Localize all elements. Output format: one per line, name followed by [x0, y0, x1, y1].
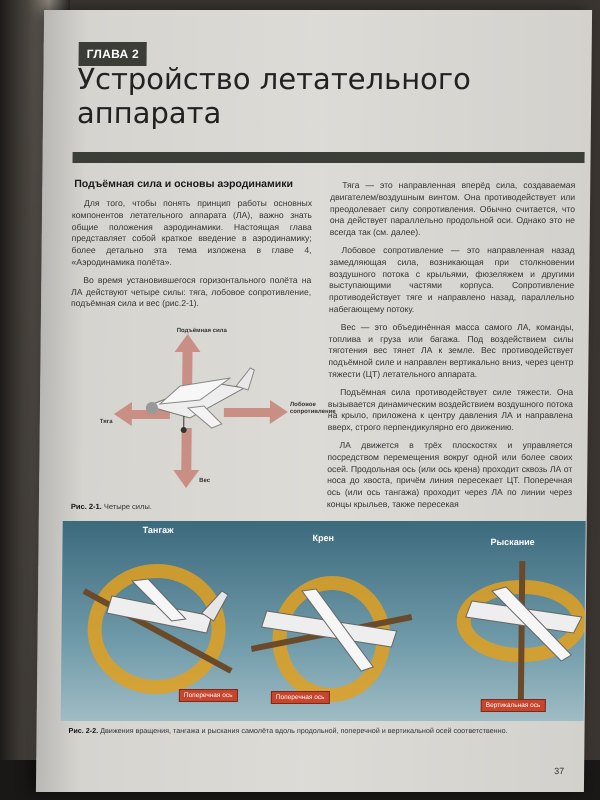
axis-label-roll: Поперечная ось [271, 691, 330, 704]
paragraph: Вес — это объединённая масса самого ЛА, команды, топлива и груза или багажа. Под воздействием силы тяготения вес тянет ЛА к земле. Вес противодействует подъёмной силе и направлен вертикально вниз, через центр тяжести (ЦТ) летательного аппарата. [328, 321, 574, 379]
left-column [71, 198, 312, 316]
label-weight: Вес [199, 478, 211, 484]
four-forces-illustration [99, 328, 321, 498]
paragraph: ЛА движется в трёх плоскостях и управляется посредством перемещения вокруг одной или более своих осей. Продольная ось (или ось крена) проходит сквозь ЛА от носа до хвоста, причём линия пересекает ЦТ. Поперечная ось (или ось тангажа) проходит через ЛА по линии через концы крыльев, также пересекая [326, 439, 573, 509]
heading-yaw: Рыскание [490, 537, 535, 547]
pitch-plane [83, 571, 232, 687]
axes-figure [61, 521, 586, 721]
paragraph: Тяга — это направленная вперёд сила, создаваемая двигателем/воздушным винтом. Она противодействует или преодолевает силу сопротивления. Обычно считается, что она действует параллельно продольной оси. Однако это не всегда так (см. далее). [329, 180, 576, 238]
figure-1-caption [71, 502, 152, 511]
page-title: Устройство летательного аппарата [76, 62, 472, 130]
figure-2-text: Движения вращения, тангажа и рыскания самолёта вдоль продольной, поперечной и вертикальной осей соответственно. [100, 726, 508, 735]
airplane-illustration [146, 368, 255, 433]
section-divider [72, 152, 584, 163]
figure-2-number: Рис. 2-2. [68, 726, 99, 735]
paragraph: Во время установившегося горизонтального полёта на ЛА действуют четыре силы: тяга, лобовое сопротивление, подъёмная сила и вес (рис.2-1). [70, 274, 312, 309]
figure-1-number: Рис. 2-1. [70, 502, 102, 511]
label-thrust: Тяга [99, 419, 113, 425]
axis-label-yaw: Вертикальная ось [481, 699, 546, 712]
book-page [36, 10, 592, 792]
paragraph: Для того, чтобы понять принцип работы основных компонентов летательного аппарата (ЛА), важно знать общие положения аэродинамики. Настоящая глава представляет собой краткое введение в аэродинамику; более детально эта тема изложена в главе 4, «Аэродинамика полёта». [71, 198, 313, 267]
page-number: 37 [554, 766, 565, 776]
heading-roll: Крен [312, 533, 335, 543]
paragraph: Подъёмная сила противодействует силе тяжести. Она вызывается динамическим воздействием воздушного потока на крыло, приложена к центру давления ЛА и направлена вверх, строго перпендикулярно его движению. [327, 386, 574, 433]
yaw-plane [463, 561, 582, 699]
paragraph: Лобовое сопротивление — это направленная назад замедляющая сила, возникающая при столкновении воздушного потока с крыльями, фюзеляжем и другими выступающими частями корпуса. Сопротивление противодействует тяге и направлено назад, параллельно набегающему потоку. [328, 244, 575, 314]
label-drag: Лобовое сопротивление [289, 402, 336, 415]
axis-label-pitch: Поперечная ось [179, 689, 238, 702]
section-title: Подъёмная сила и основы аэродинамики [74, 178, 294, 190]
figure-1-text: Четыре силы. [103, 502, 152, 511]
chapter-badge: ГЛАВА 2 [79, 42, 148, 66]
roll-plane [251, 583, 412, 695]
label-lift: Подъёмная сила [176, 328, 227, 334]
right-column [327, 180, 576, 517]
figure-2-caption [69, 726, 574, 735]
four-forces-diagram [99, 328, 336, 498]
drag-arrow [224, 400, 288, 424]
weight-arrow [173, 428, 200, 488]
heading-pitch: Тангаж [142, 525, 174, 535]
